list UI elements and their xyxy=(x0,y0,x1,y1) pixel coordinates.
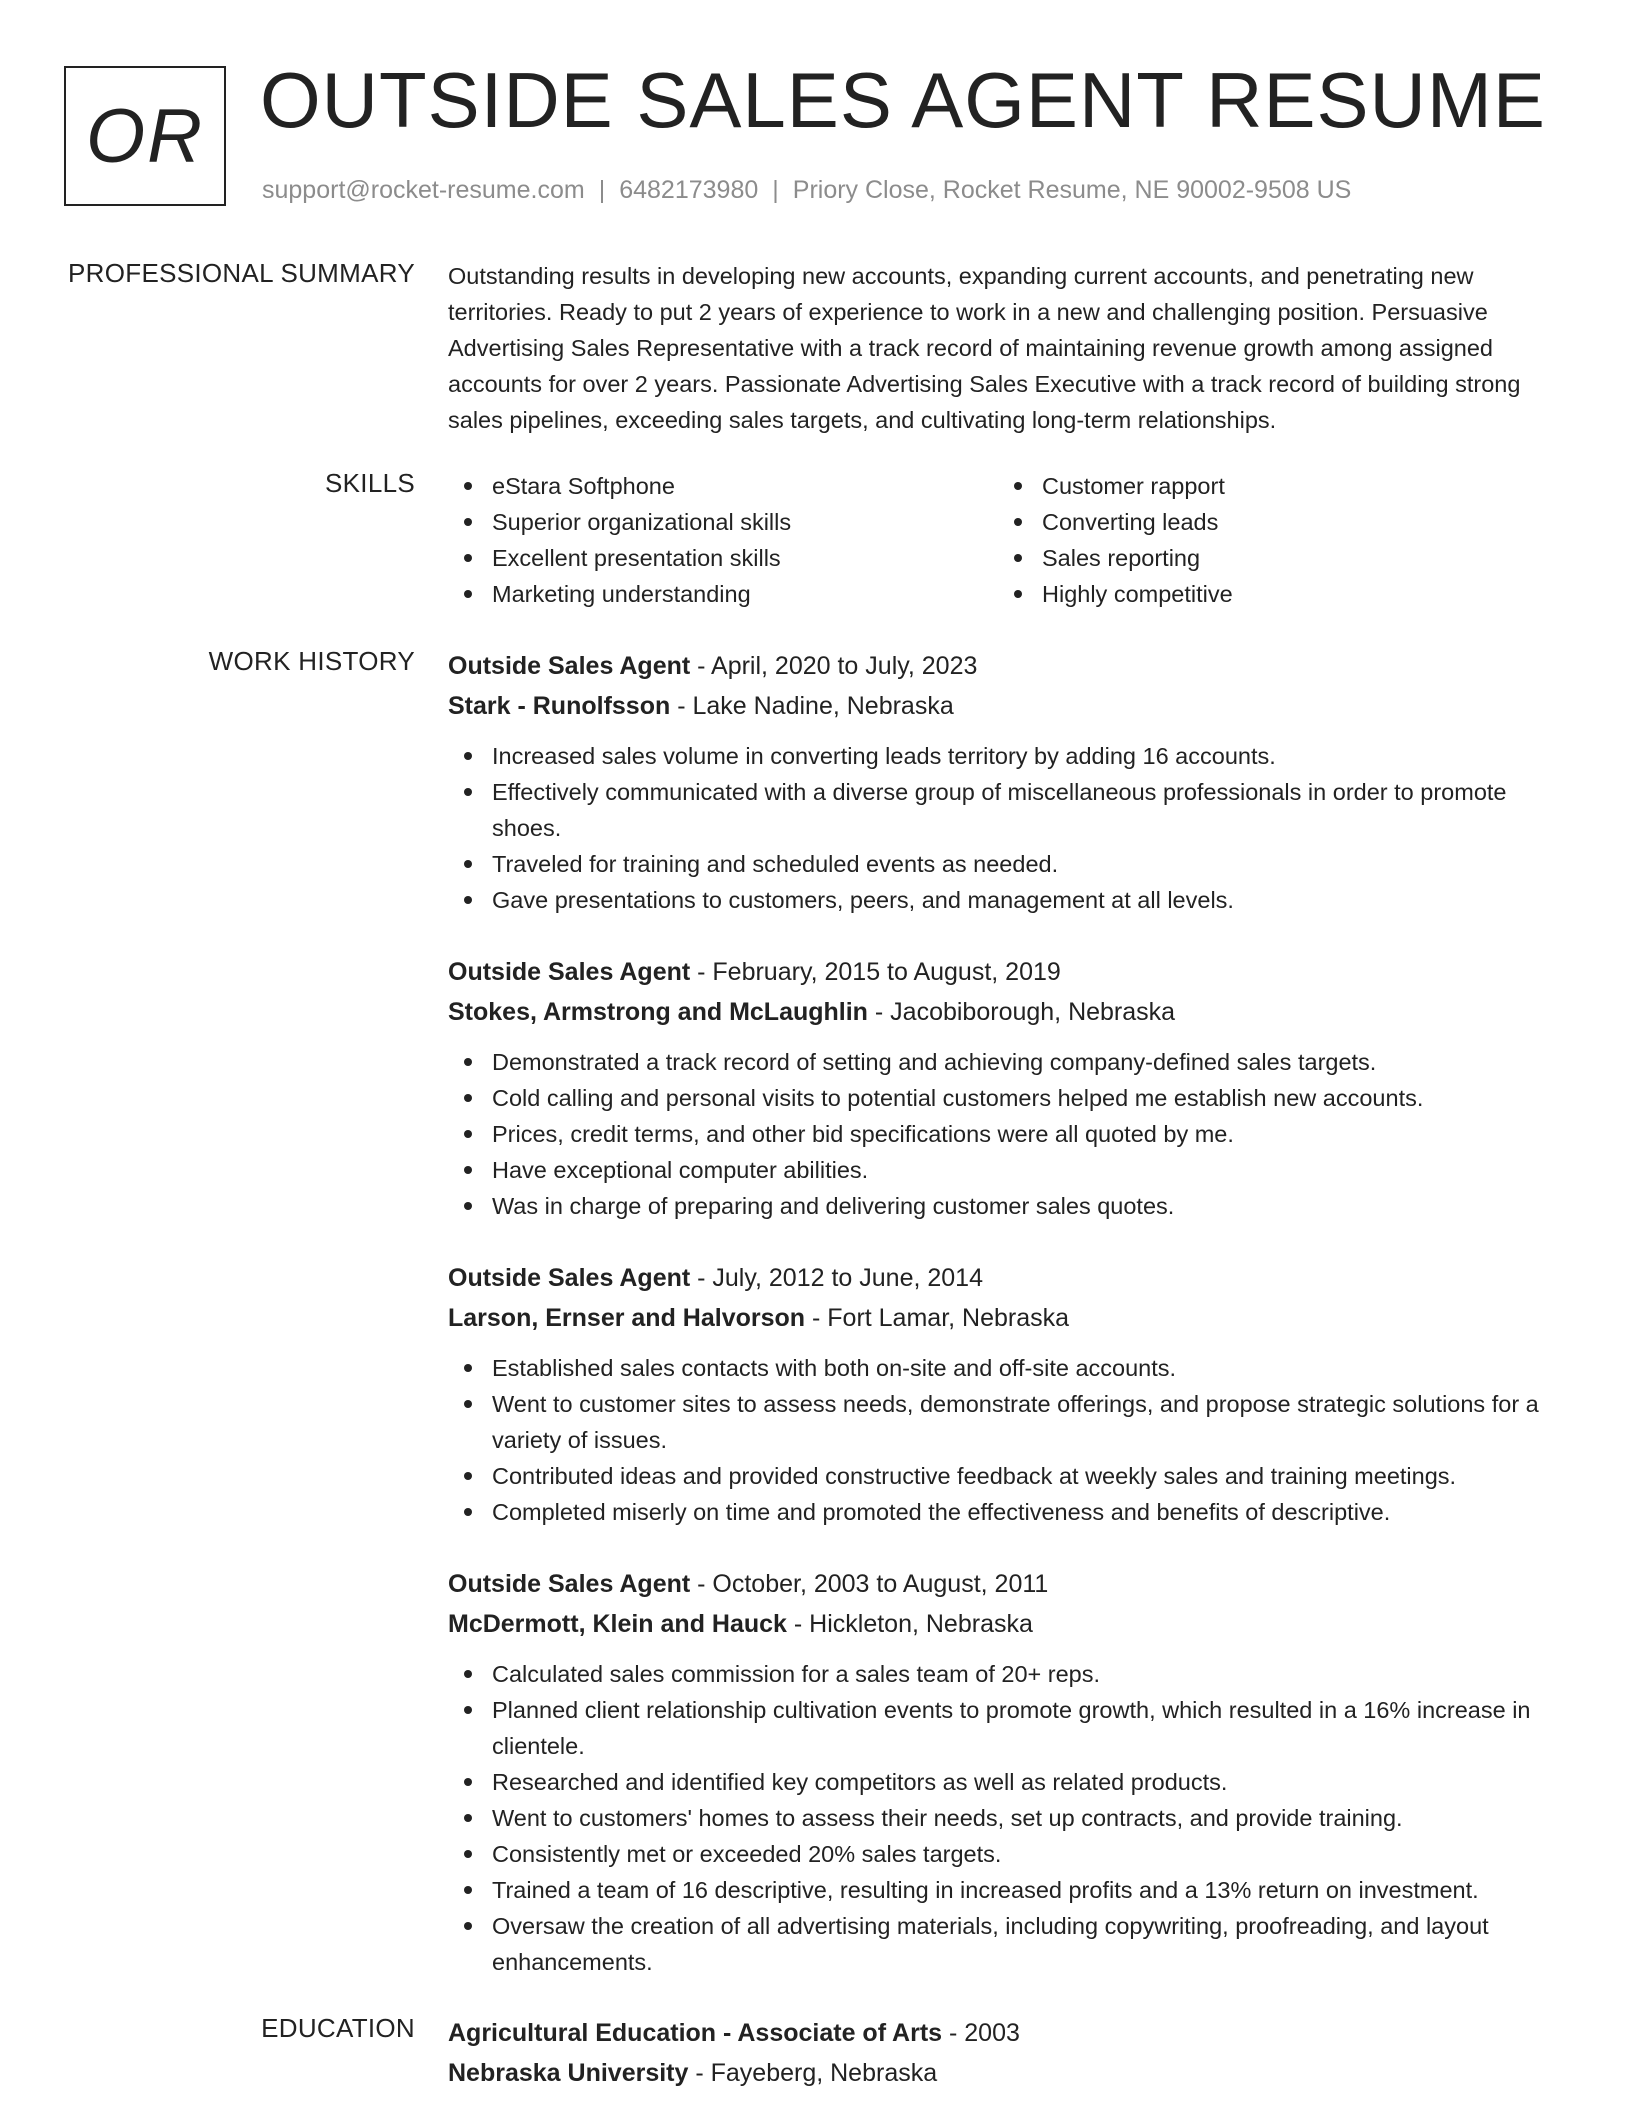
skill-item: Sales reporting xyxy=(998,540,1548,576)
job-location: - Jacobiborough, Nebraska xyxy=(867,998,1176,1026)
job-bullet: Traveled for training and scheduled events as needed. xyxy=(448,846,1568,882)
skills-body xyxy=(448,468,1568,612)
summary-text: Outstanding results in developing new accounts, expanding current accounts, and penetrating new territories. Ready to put 2 years of experience to work in a new and challenging position. Persuasive Advertising Sales Representative with a track record of maintaining revenue growth among assigned accounts for over 2 years. Passionate Advertising Sales Executive with a track record of building strong sales pipelines, exceeding sales targets, and cultivating long-term relationships. xyxy=(448,263,1521,433)
job-title: Outside Sales Agent xyxy=(448,958,691,986)
education-location: - Fayeberg, Nebraska xyxy=(688,2059,938,2087)
job-bullets xyxy=(448,1656,1568,1980)
skills-list xyxy=(448,468,1568,612)
contact-separator: | xyxy=(598,176,606,204)
job-dates: - April, 2020 to July, 2023 xyxy=(690,652,978,680)
skill-item: Customer rapport xyxy=(998,468,1548,504)
work-history-heading: WORK HISTORY xyxy=(208,646,415,676)
summary-body xyxy=(448,258,1568,438)
job-dates: - July, 2012 to June, 2014 xyxy=(690,1264,983,1292)
job-dates: - February, 2015 to August, 2019 xyxy=(690,958,1061,986)
job-bullet: Calculated sales commission for a sales team of 20+ reps. xyxy=(448,1656,1568,1692)
skill-item: Marketing understanding xyxy=(448,576,998,612)
education-degree-line xyxy=(448,2013,1568,2053)
job-company: Larson, Ernser and Halvorson xyxy=(448,1304,806,1332)
job-bullet: Was in charge of preparing and delivering customer sales quotes. xyxy=(448,1188,1568,1224)
education-heading: EDUCATION xyxy=(261,2013,415,2043)
job-title: Outside Sales Agent xyxy=(448,1264,691,1292)
job-bullet: Have exceptional computer abilities. xyxy=(448,1152,1568,1188)
job-title: Outside Sales Agent xyxy=(448,652,691,680)
job-bullet: Planned client relationship cultivation events to promote growth, which resulted in a 16% increase in clientele. xyxy=(448,1692,1568,1764)
job-bullet: Demonstrated a track record of setting and achieving company-defined sales targets. xyxy=(448,1044,1568,1080)
job-bullet: Completed miserly on time and promoted the effectiveness and benefits of descriptive. xyxy=(448,1494,1568,1530)
job-bullets xyxy=(448,738,1568,918)
job-bullet: Established sales contacts with both on-site and off-site accounts. xyxy=(448,1350,1568,1386)
job-bullet: Gave presentations to customers, peers, and management at all levels. xyxy=(448,882,1568,918)
job-bullet: Went to customers' homes to assess their needs, set up contracts, and provide training. xyxy=(448,1800,1568,1836)
job-bullet: Went to customer sites to assess needs, demonstrate offerings, and propose strategic solutions for a variety of issues. xyxy=(448,1386,1568,1458)
skill-item: eStara Softphone xyxy=(448,468,998,504)
contact-phone[interactable]: 6482173980 xyxy=(619,176,759,204)
job-entry xyxy=(448,646,1568,918)
job-title-line xyxy=(448,952,1568,992)
job-location: - Hickleton, Nebraska xyxy=(786,1610,1033,1638)
job-company: McDermott, Klein and Hauck xyxy=(448,1610,787,1638)
resume-title: OUTSIDE SALES AGENT RESUME xyxy=(260,56,1546,144)
job-entry xyxy=(448,952,1568,1224)
job-bullet: Cold calling and personal visits to potential customers helped me establish new accounts. xyxy=(448,1080,1568,1116)
job-bullet: Researched and identified key competitors as well as related products. xyxy=(448,1764,1568,1800)
job-company-line xyxy=(448,1298,1568,1338)
skills-heading: SKILLS xyxy=(325,468,415,498)
job-bullets xyxy=(448,1350,1568,1530)
contact-line xyxy=(262,176,1351,205)
job-entry xyxy=(448,1564,1568,1980)
job-title: Outside Sales Agent xyxy=(448,1570,691,1598)
education-degree: Agricultural Education - Associate of Arts xyxy=(448,2019,943,2047)
job-location: - Lake Nadine, Nebraska xyxy=(670,692,954,720)
job-location: - Fort Lamar, Nebraska xyxy=(805,1304,1070,1332)
job-company: Stokes, Armstrong and McLaughlin xyxy=(448,998,868,1026)
job-bullet: Consistently met or exceeded 20% sales targets. xyxy=(448,1836,1568,1872)
contact-address: Priory Close, Rocket Resume, NE 90002-9508 US xyxy=(792,176,1352,204)
job-entry xyxy=(448,1258,1568,1530)
education-year: - 2003 xyxy=(942,2019,1020,2047)
job-bullet: Effectively communicated with a diverse group of miscellaneous professionals in order to promote shoes. xyxy=(448,774,1568,846)
work-history-body xyxy=(448,646,1568,2014)
job-dates: - October, 2003 to August, 2011 xyxy=(690,1570,1049,1598)
job-bullet: Trained a team of 16 descriptive, resulting in increased profits and a 13% return on investment. xyxy=(448,1872,1568,1908)
job-company-line xyxy=(448,686,1568,726)
job-title-line xyxy=(448,1564,1568,1604)
skill-item: Converting leads xyxy=(998,504,1548,540)
skill-item: Highly competitive xyxy=(998,576,1548,612)
job-bullet: Prices, credit terms, and other bid specifications were all quoted by me. xyxy=(448,1116,1568,1152)
job-title-line xyxy=(448,1258,1568,1298)
job-company: Stark - Runolfsson xyxy=(448,692,671,720)
contact-email[interactable]: support@rocket-resume.com xyxy=(262,176,585,204)
job-title-line xyxy=(448,646,1568,686)
education-school: Nebraska University xyxy=(448,2059,689,2087)
monogram-logo: OR xyxy=(64,66,226,206)
job-company-line xyxy=(448,992,1568,1032)
summary-heading: PROFESSIONAL SUMMARY xyxy=(68,258,415,288)
job-bullets xyxy=(448,1044,1568,1224)
education-body xyxy=(448,2013,1568,2093)
education-school-line xyxy=(448,2053,1568,2093)
skill-item: Superior organizational skills xyxy=(448,504,998,540)
contact-separator: | xyxy=(772,176,779,204)
job-bullet: Oversaw the creation of all advertising materials, including copywriting, proofreading, and layout enhancements. xyxy=(448,1908,1568,1980)
job-bullet: Contributed ideas and provided constructive feedback at weekly sales and training meetings. xyxy=(448,1458,1568,1494)
job-bullet: Increased sales volume in converting leads territory by adding 16 accounts. xyxy=(448,738,1568,774)
job-company-line xyxy=(448,1604,1568,1644)
skill-item: Excellent presentation skills xyxy=(448,540,998,576)
